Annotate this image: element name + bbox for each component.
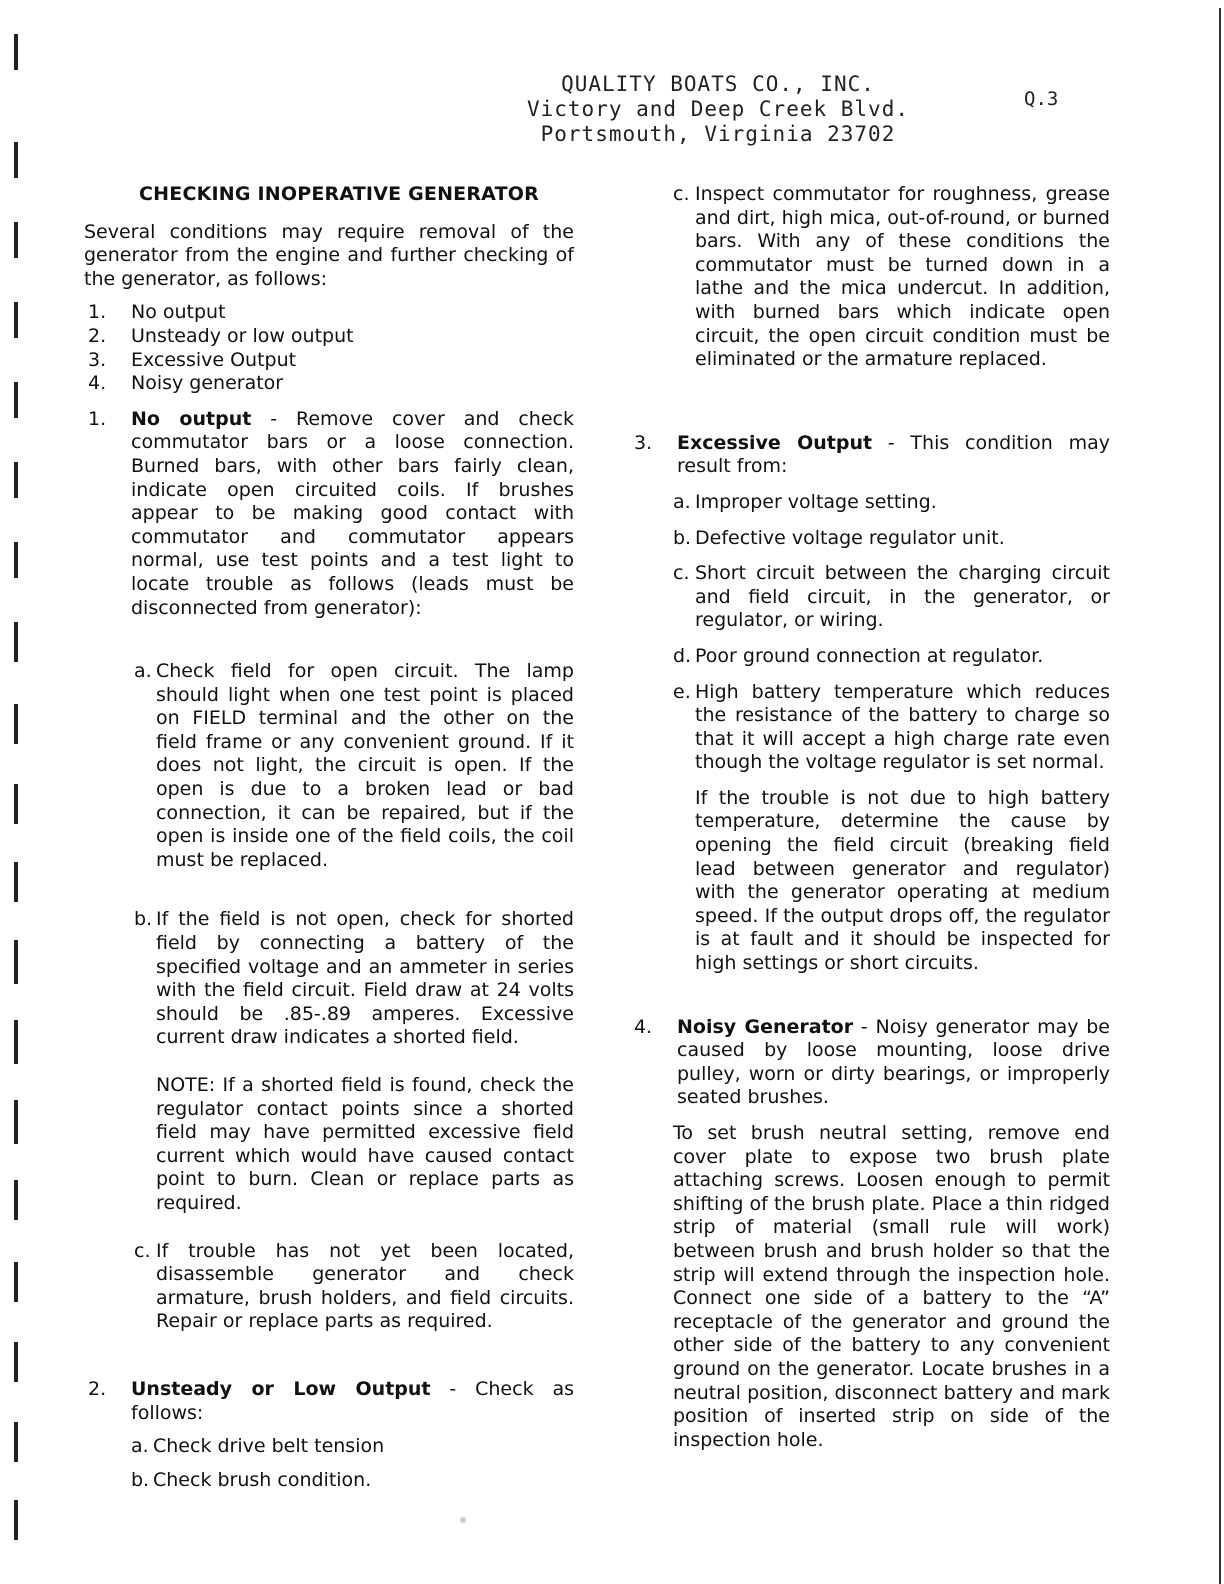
intro-paragraph: Several conditions may require removal of the generator from the engine and further checking of the generator, as follows: (84, 220, 574, 290)
page-edge-line (1219, 8, 1221, 1584)
item-heading: Noisy Generator (677, 1015, 854, 1038)
list-item: 4. Noisy generator (88, 372, 284, 395)
note-paragraph: NOTE: If a shorted field is found, check the regulator contact points since a shorted field may have permitted excessive field current which would have caused contact point to burn. Clean or replace parts as required. (156, 1074, 574, 1214)
binder-mark (14, 382, 18, 418)
left-column (84, 183, 574, 1492)
binder-mark (14, 1500, 18, 1540)
item-text: - This condition may result from: (677, 431, 1110, 478)
binder-mark (14, 704, 18, 744)
item-heading: Excessive Output (677, 431, 873, 454)
subitem-no-output-c: c. If trouble has not yet been located, disassemble generator and check armature, brush holders, and field circuits. Repair or replace parts as required. (134, 1239, 574, 1333)
item-text: - Check as follows: (131, 1377, 574, 1424)
binder-mark (14, 1020, 18, 1064)
subitem-no-output-a: a. Check field for open circuit. The lamp should light when one test point is placed on FIELD terminal and the other on the field frame or any convenient ground. If it does not light, the circuit is open. If the open is due to a broken lead or bad connection, it can be repaired, but if the open is inside one of the field coils, the coil must be replaced. (134, 660, 574, 871)
item-heading: Unsteady or Low Output (131, 1377, 431, 1400)
section-title: CHECKING INOPERATIVE GENERATOR (139, 183, 539, 205)
right-column (630, 183, 1110, 1452)
list-item: 3. Excessive Output (88, 348, 297, 371)
binder-mark (14, 462, 18, 498)
binder-mark (14, 222, 18, 258)
list-item: 1. No output (88, 301, 226, 324)
item-text: - Remove cover and check commutator bars or a loose connection. Burned bars, with other bars fairly clean, indicate open circuited coils. If brushes appear to be making good contact with commutator and commutator appears normal, use test points and a test light to locate trouble as follows (leads must be disconnected from generator): (131, 407, 574, 619)
letterhead (508, 72, 928, 147)
scan-speck (458, 1515, 468, 1525)
list-item: 2. Unsteady or low output (88, 324, 354, 347)
subitem-no-output-b: b. If the field is not open, check for shorted field by connecting a battery of the specified voltage and an ammeter in series with the field circuit. Field draw at 24 volts should be .85-.89 amperes. Excessive current draw indicates a shorted field. (134, 908, 574, 1049)
subitem-excessive-a: a. Improper voltage setting. (673, 490, 937, 513)
brush-neutral-procedure: To set brush neutral setting, remove end cover plate to expose two brush plate attaching screws. Loosen enough to permit shifting of the brush plate. Place a thin ridged strip of material (small rule will work) between brush and brush holder so that the strip will extend through the inspection hole. Connect one side of a battery to the “A” receptacle of the generator and ground the other side of the battery to any convenient ground on the generator. Locate brushes in a neutral position, disconnect battery and mark position of inserted strip on side of the inspection hole. (673, 1122, 1110, 1451)
binder-mark (14, 1422, 18, 1462)
conditions-list (84, 301, 574, 395)
binder-margin-marks (14, 0, 24, 1584)
subitem-excessive-c: c. Short circuit between the charging circuit and field circuit, in the generator, or regulator, or wiring. (673, 562, 1110, 632)
excessive-followup-paragraph: If the trouble is not due to high battery temperature, determine the cause by opening the field circuit (breaking field lead between generator and regulator) with the generator operating at medium speed. If the output drops off, the regulator is at fault and it should be inspected for high settings or short circuits. (695, 786, 1110, 975)
item-no-output: 1. No output - Remove cover and check commutator bars or a loose connection. Burned bars, with other bars fairly clean, indicate open circuited coils. If brushes appear to be making good contact with commutator and commutator appears normal, use test points and a test light to locate trouble as follows (leads must be disconnected from generator): (88, 407, 574, 619)
binder-mark (14, 1180, 18, 1220)
item-text: - Noisy generator may be caused by loose mounting, loose drive pulley, worn or dirty bearings, or improperly seated brushes. (677, 1015, 1110, 1109)
item-unsteady-output: 2. Unsteady or Low Output - Check as follows: (88, 1377, 574, 1424)
page-code: Q.3 (1024, 88, 1059, 110)
subitem-excessive-e: e. High battery temperature which reduces the resistance of the battery to charge so that it will accept a high charge rate even though the voltage regulator is set normal. (673, 680, 1110, 774)
binder-mark (14, 1262, 18, 1302)
binder-mark (14, 940, 18, 984)
binder-mark (14, 622, 18, 662)
binder-mark (14, 302, 18, 338)
item-heading: No output (131, 407, 252, 430)
binder-mark (14, 1342, 18, 1382)
subitem-excessive-d: d. Poor ground connection at regulator. (673, 644, 1044, 667)
subitem-excessive-b: b. Defective voltage regulator unit. (673, 526, 1005, 549)
subitem-unsteady-b: b. Check brush condition. (131, 1468, 372, 1491)
binder-mark (14, 142, 18, 178)
binder-mark (14, 1100, 18, 1144)
company-city: Portsmouth, Virginia 23702 (540, 122, 896, 146)
company-name: QUALITY BOATS CO., INC. (561, 72, 875, 96)
company-street: Victory and Deep Creek Blvd. (526, 97, 909, 121)
item-excessive-output: 3. Excessive Output - This condition may result from: (634, 431, 1110, 478)
item-noisy-generator: 4. Noisy Generator - Noisy generator may be caused by loose mounting, loose drive pulley, worn or dirty bearings, or improperly seated brushes. (634, 1015, 1110, 1109)
binder-mark (14, 784, 18, 824)
binder-mark (14, 862, 18, 902)
subitem-unsteady-a: a. Check drive belt tension (131, 1435, 385, 1458)
binder-mark (14, 34, 18, 70)
binder-mark (14, 542, 18, 578)
subitem-unsteady-c: c. Inspect commutator for roughness, grease and dirt, high mica, out-of-round, or burned bars. With any of these conditions the commutator must be turned down in a lathe and the mica undercut. In addition, with burned bars which indicate open circuit, the open circuit condition must be eliminated or the armature replaced. (673, 183, 1110, 371)
